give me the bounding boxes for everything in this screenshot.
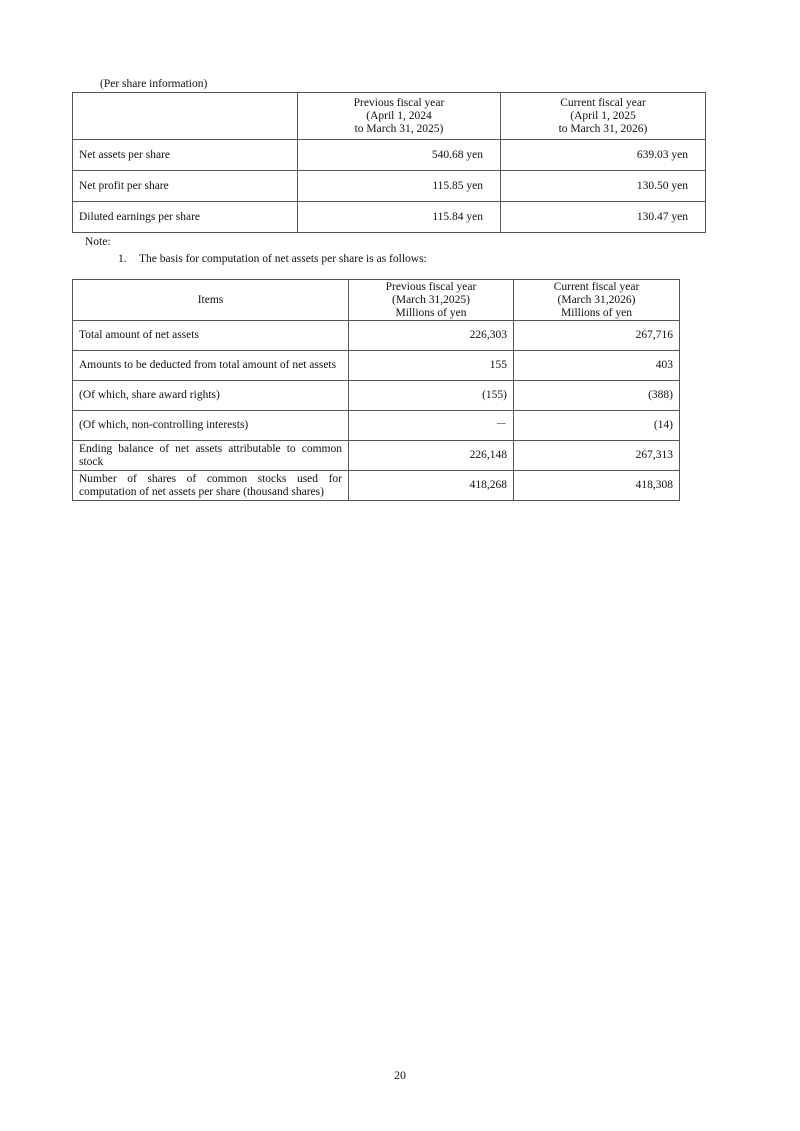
header-items: Items: [73, 280, 349, 321]
table-row: [73, 471, 680, 501]
row-label: Net assets per share: [73, 140, 298, 171]
row-label: Amounts to be deducted from total amount of net assets: [73, 351, 349, 381]
previous-value: 226,148: [349, 441, 514, 471]
previous-value: 155: [349, 351, 514, 381]
current-value: (14): [514, 411, 680, 441]
previous-value: 115.85 yen: [298, 171, 501, 202]
previous-value: 540.68 yen: [298, 140, 501, 171]
table-header-row: [73, 280, 680, 321]
row-label: Ending balance of net assets attributable to common stock: [73, 441, 349, 471]
table-row: [73, 411, 680, 441]
table-row: [73, 140, 706, 171]
table-row: [73, 381, 680, 411]
note-item: [118, 253, 427, 265]
net-assets-basis-table: [72, 279, 680, 501]
table-row: [73, 171, 706, 202]
row-label: Number of shares of common stocks used for computation of net assets per share (thousand shares): [73, 471, 349, 501]
current-value: 267,716: [514, 321, 680, 351]
note-item-number: 1.: [118, 253, 127, 265]
row-label: Diluted earnings per share: [73, 202, 298, 233]
header-line: (April 1, 2024: [366, 109, 432, 122]
header-line: Previous fiscal year: [353, 96, 445, 109]
table-header-row: [73, 93, 706, 140]
current-value: (388): [514, 381, 680, 411]
header-current-fiscal-year: [514, 280, 680, 321]
header-line: Millions of yen: [395, 306, 467, 319]
header-line: (April 1, 2025: [570, 109, 636, 122]
header-line: Previous fiscal year: [385, 280, 477, 293]
current-value: 267,313: [514, 441, 680, 471]
header-line: to March 31, 2026): [558, 122, 648, 135]
table-row: [73, 441, 680, 471]
row-label: Net profit per share: [73, 171, 298, 202]
row-label: Total amount of net assets: [73, 321, 349, 351]
row-label: (Of which, share award rights): [73, 381, 349, 411]
current-value: 403: [514, 351, 680, 381]
per-share-table: [72, 92, 706, 233]
page-number: 20: [394, 1068, 406, 1082]
previous-value: (155): [349, 381, 514, 411]
header-line: Current fiscal year: [553, 280, 640, 293]
current-value: 130.47 yen: [501, 202, 706, 233]
previous-value: 115.84 yen: [298, 202, 501, 233]
current-value: 130.50 yen: [501, 171, 706, 202]
table-row: [73, 202, 706, 233]
table-row: [73, 321, 680, 351]
current-value: 639.03 yen: [501, 140, 706, 171]
previous-value: 418,268: [349, 471, 514, 501]
previous-value: 226,303: [349, 321, 514, 351]
header-line: Current fiscal year: [560, 96, 646, 109]
header-previous-fiscal-year: [349, 280, 514, 321]
header-line: to March 31, 2025): [354, 122, 444, 135]
header-line: (March 31,2025): [392, 293, 470, 306]
header-previous-fiscal-year: [298, 93, 501, 140]
table-row: [73, 351, 680, 381]
header-current-fiscal-year: [501, 93, 706, 140]
header-blank-cell: [73, 93, 298, 140]
header-line: (March 31,2026): [557, 293, 636, 306]
row-label: (Of which, non-controlling interests): [73, 411, 349, 441]
section-label: (Per share information): [100, 78, 208, 90]
previous-value: －: [349, 411, 514, 441]
header-line: Millions of yen: [561, 306, 632, 319]
current-value: 418,308: [514, 471, 680, 501]
note-label: Note:: [85, 236, 111, 248]
note-item-text: The basis for computation of net assets per share is as follows:: [139, 253, 427, 265]
